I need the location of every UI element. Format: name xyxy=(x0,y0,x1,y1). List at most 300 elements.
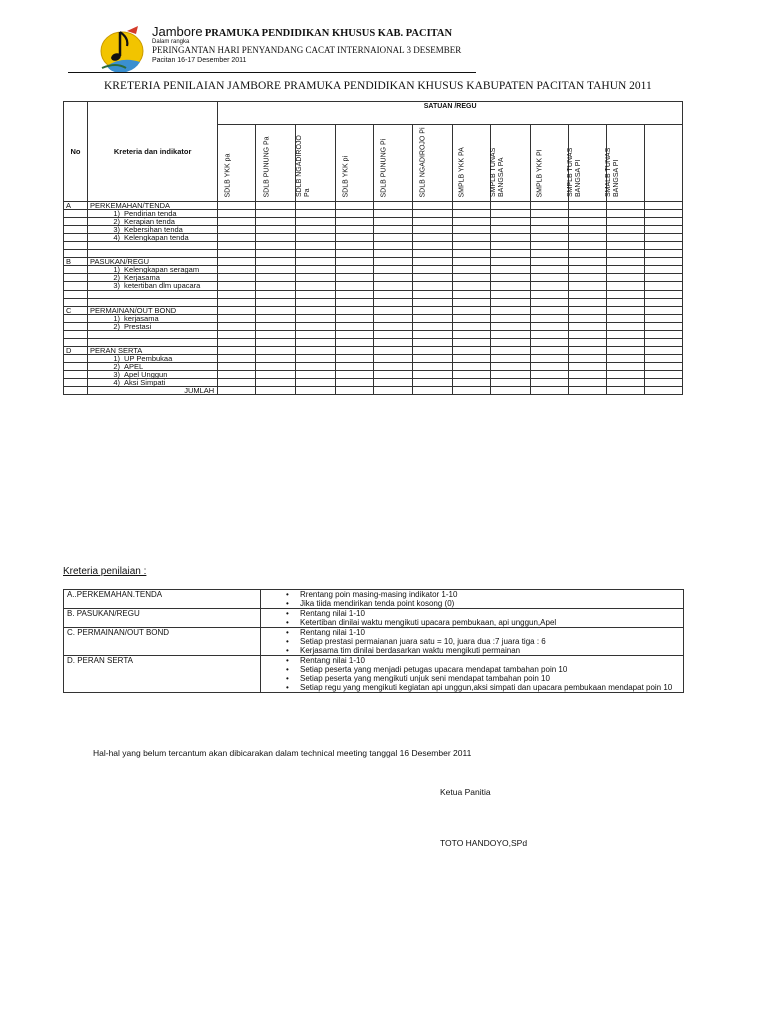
score-cell[interactable] xyxy=(256,258,296,266)
score-cell[interactable] xyxy=(336,346,374,354)
score-cell[interactable] xyxy=(530,314,568,322)
score-cell[interactable] xyxy=(256,266,296,274)
score-cell[interactable] xyxy=(412,306,452,314)
score-cell[interactable] xyxy=(374,274,412,282)
score-cell[interactable] xyxy=(336,250,374,258)
team-column-header xyxy=(606,125,644,202)
score-cell[interactable] xyxy=(530,218,568,226)
score-cell[interactable] xyxy=(644,362,682,370)
score-cell[interactable] xyxy=(218,218,256,226)
score-cell[interactable] xyxy=(644,218,682,226)
score-cell[interactable] xyxy=(568,314,606,322)
score-cell[interactable] xyxy=(374,387,412,395)
score-cell[interactable] xyxy=(606,314,644,322)
score-cell[interactable] xyxy=(296,266,336,274)
score-cell[interactable] xyxy=(568,258,606,266)
team-column-header xyxy=(568,125,606,202)
score-cell[interactable] xyxy=(530,306,568,314)
score-cell[interactable] xyxy=(530,234,568,242)
score-cell[interactable] xyxy=(374,314,412,322)
score-cell[interactable] xyxy=(452,362,490,370)
score-cell[interactable] xyxy=(644,379,682,387)
score-cell[interactable] xyxy=(452,306,490,314)
blank-cell xyxy=(64,298,88,306)
score-cell[interactable] xyxy=(606,258,644,266)
score-cell[interactable] xyxy=(256,338,296,346)
score-cell[interactable] xyxy=(374,290,412,298)
score-cell[interactable] xyxy=(218,298,256,306)
score-cell[interactable] xyxy=(530,354,568,362)
score-cell[interactable] xyxy=(412,210,452,218)
score-cell[interactable] xyxy=(296,322,336,330)
score-cell[interactable] xyxy=(568,330,606,338)
score-cell[interactable] xyxy=(452,370,490,378)
score-cell[interactable] xyxy=(256,354,296,362)
score-cell[interactable] xyxy=(256,330,296,338)
score-cell[interactable] xyxy=(296,218,336,226)
score-cell[interactable] xyxy=(218,250,256,258)
score-cell[interactable] xyxy=(374,338,412,346)
score-cell[interactable] xyxy=(336,354,374,362)
score-cell[interactable] xyxy=(256,370,296,378)
score-cell[interactable] xyxy=(606,218,644,226)
score-cell[interactable] xyxy=(606,306,644,314)
score-cell[interactable] xyxy=(374,354,412,362)
score-cell[interactable] xyxy=(568,306,606,314)
score-cell[interactable] xyxy=(568,242,606,250)
score-cell[interactable] xyxy=(452,379,490,387)
score-cell[interactable] xyxy=(218,387,256,395)
score-cell[interactable] xyxy=(218,362,256,370)
score-cell[interactable] xyxy=(606,379,644,387)
signature-name: TOTO HANDOYO,SPd xyxy=(440,838,528,848)
score-cell[interactable] xyxy=(336,210,374,218)
score-cell[interactable] xyxy=(296,379,336,387)
score-cell[interactable] xyxy=(412,330,452,338)
score-cell[interactable] xyxy=(452,218,490,226)
score-cell[interactable] xyxy=(568,387,606,395)
score-cell[interactable] xyxy=(374,346,412,354)
score-cell[interactable] xyxy=(644,298,682,306)
score-cell[interactable] xyxy=(256,322,296,330)
score-cell[interactable] xyxy=(218,242,256,250)
score-cell[interactable] xyxy=(374,306,412,314)
score-cell[interactable] xyxy=(644,226,682,234)
score-cell[interactable] xyxy=(606,202,644,210)
score-cell[interactable] xyxy=(530,202,568,210)
score-cell[interactable] xyxy=(374,218,412,226)
score-cell[interactable] xyxy=(412,354,452,362)
score-cell[interactable] xyxy=(568,370,606,378)
score-cell[interactable] xyxy=(606,226,644,234)
score-cell[interactable] xyxy=(336,242,374,250)
score-cell[interactable] xyxy=(452,202,490,210)
score-cell[interactable] xyxy=(218,322,256,330)
indicator-row xyxy=(64,234,683,242)
score-cell[interactable] xyxy=(452,266,490,274)
score-cell[interactable] xyxy=(374,258,412,266)
score-cell[interactable] xyxy=(452,298,490,306)
indicator-label: Kebersihan tenda xyxy=(124,225,183,235)
score-cell[interactable] xyxy=(374,322,412,330)
score-cell[interactable] xyxy=(296,258,336,266)
score-cell[interactable] xyxy=(490,250,530,258)
score-cell[interactable] xyxy=(336,226,374,234)
score-cell[interactable] xyxy=(452,387,490,395)
score-cell[interactable] xyxy=(336,314,374,322)
score-cell[interactable] xyxy=(412,274,452,282)
score-cell[interactable] xyxy=(296,290,336,298)
score-cell[interactable] xyxy=(568,266,606,274)
score-cell[interactable] xyxy=(644,322,682,330)
score-cell[interactable] xyxy=(296,210,336,218)
score-cell[interactable] xyxy=(490,234,530,242)
score-cell[interactable] xyxy=(606,266,644,274)
score-cell[interactable] xyxy=(256,362,296,370)
score-cell[interactable] xyxy=(296,330,336,338)
score-cell[interactable] xyxy=(374,202,412,210)
score-cell[interactable] xyxy=(256,282,296,290)
score-cell[interactable] xyxy=(606,290,644,298)
score-cell[interactable] xyxy=(256,298,296,306)
score-cell[interactable] xyxy=(412,362,452,370)
score-cell[interactable] xyxy=(218,226,256,234)
score-cell[interactable] xyxy=(606,242,644,250)
score-cell[interactable] xyxy=(644,370,682,378)
score-cell[interactable] xyxy=(336,202,374,210)
score-cell[interactable] xyxy=(256,218,296,226)
score-cell[interactable] xyxy=(374,234,412,242)
score-cell[interactable] xyxy=(530,250,568,258)
score-cell[interactable] xyxy=(644,274,682,282)
score-cell[interactable] xyxy=(218,202,256,210)
criteria-label: B. PASUKAN/REGU xyxy=(64,609,261,628)
score-cell[interactable] xyxy=(374,242,412,250)
score-cell[interactable] xyxy=(490,387,530,395)
score-cell[interactable] xyxy=(296,306,336,314)
score-cell[interactable] xyxy=(452,338,490,346)
score-cell[interactable] xyxy=(490,282,530,290)
score-cell[interactable] xyxy=(336,362,374,370)
score-cell[interactable] xyxy=(530,242,568,250)
score-cell[interactable] xyxy=(568,346,606,354)
score-cell[interactable] xyxy=(490,274,530,282)
score-cell[interactable] xyxy=(374,330,412,338)
score-cell[interactable] xyxy=(606,322,644,330)
score-cell[interactable] xyxy=(530,322,568,330)
score-cell[interactable] xyxy=(296,354,336,362)
score-cell[interactable] xyxy=(412,202,452,210)
score-cell[interactable] xyxy=(412,387,452,395)
score-cell[interactable] xyxy=(490,202,530,210)
score-cell[interactable] xyxy=(530,226,568,234)
score-cell[interactable] xyxy=(412,258,452,266)
score-cell[interactable] xyxy=(644,330,682,338)
score-cell[interactable] xyxy=(644,250,682,258)
score-cell[interactable] xyxy=(530,370,568,378)
score-cell[interactable] xyxy=(412,314,452,322)
score-cell[interactable] xyxy=(530,282,568,290)
score-cell[interactable] xyxy=(490,338,530,346)
score-cell[interactable] xyxy=(218,290,256,298)
score-cell[interactable] xyxy=(530,346,568,354)
score-cell[interactable] xyxy=(412,346,452,354)
score-cell[interactable] xyxy=(606,298,644,306)
score-cell[interactable] xyxy=(452,290,490,298)
score-cell[interactable] xyxy=(530,266,568,274)
score-cell[interactable] xyxy=(568,210,606,218)
score-cell[interactable] xyxy=(218,210,256,218)
score-cell[interactable] xyxy=(606,354,644,362)
score-cell[interactable] xyxy=(568,234,606,242)
score-cell[interactable] xyxy=(296,282,336,290)
score-cell[interactable] xyxy=(452,210,490,218)
team-column-header xyxy=(490,125,530,202)
score-cell[interactable] xyxy=(296,226,336,234)
score-cell[interactable] xyxy=(296,387,336,395)
score-cell[interactable] xyxy=(490,258,530,266)
score-cell[interactable] xyxy=(256,234,296,242)
score-cell[interactable] xyxy=(256,250,296,258)
score-cell[interactable] xyxy=(490,346,530,354)
score-cell[interactable] xyxy=(490,290,530,298)
score-cell[interactable] xyxy=(218,330,256,338)
score-cell[interactable] xyxy=(336,330,374,338)
score-cell[interactable] xyxy=(568,250,606,258)
score-cell[interactable] xyxy=(412,322,452,330)
score-cell[interactable] xyxy=(256,346,296,354)
score-cell[interactable] xyxy=(452,314,490,322)
score-cell[interactable] xyxy=(218,379,256,387)
score-cell[interactable] xyxy=(336,387,374,395)
score-cell[interactable] xyxy=(374,266,412,274)
score-cell[interactable] xyxy=(412,338,452,346)
score-cell[interactable] xyxy=(412,250,452,258)
score-cell[interactable] xyxy=(490,266,530,274)
score-cell[interactable] xyxy=(374,250,412,258)
score-cell[interactable] xyxy=(336,234,374,242)
score-cell[interactable] xyxy=(452,274,490,282)
score-cell[interactable] xyxy=(490,242,530,250)
score-cell[interactable] xyxy=(374,298,412,306)
score-cell[interactable] xyxy=(256,290,296,298)
score-cell[interactable] xyxy=(606,210,644,218)
score-cell[interactable] xyxy=(452,250,490,258)
score-cell[interactable] xyxy=(490,226,530,234)
score-cell[interactable] xyxy=(412,298,452,306)
score-cell[interactable] xyxy=(336,298,374,306)
score-cell[interactable] xyxy=(296,314,336,322)
score-cell[interactable] xyxy=(336,258,374,266)
score-cell[interactable] xyxy=(530,298,568,306)
score-cell[interactable] xyxy=(412,379,452,387)
score-cell[interactable] xyxy=(606,338,644,346)
score-cell[interactable] xyxy=(218,282,256,290)
score-cell[interactable] xyxy=(336,370,374,378)
score-cell[interactable] xyxy=(296,370,336,378)
score-cell[interactable] xyxy=(490,298,530,306)
score-cell[interactable] xyxy=(256,387,296,395)
score-cell[interactable] xyxy=(452,242,490,250)
score-cell[interactable] xyxy=(218,234,256,242)
score-cell[interactable] xyxy=(218,338,256,346)
score-cell[interactable] xyxy=(490,370,530,378)
score-cell[interactable] xyxy=(568,338,606,346)
score-cell[interactable] xyxy=(644,202,682,210)
score-cell[interactable] xyxy=(644,282,682,290)
score-cell[interactable] xyxy=(568,379,606,387)
col-units-header: SATUAN /REGU xyxy=(218,102,683,125)
score-cell[interactable] xyxy=(530,379,568,387)
score-cell[interactable] xyxy=(374,282,412,290)
score-cell[interactable] xyxy=(256,314,296,322)
score-cell[interactable] xyxy=(412,242,452,250)
score-cell[interactable] xyxy=(644,387,682,395)
score-cell[interactable] xyxy=(256,379,296,387)
score-cell[interactable] xyxy=(490,362,530,370)
score-cell[interactable] xyxy=(644,346,682,354)
score-cell[interactable] xyxy=(296,234,336,242)
score-cell[interactable] xyxy=(412,266,452,274)
score-cell[interactable] xyxy=(490,306,530,314)
score-cell[interactable] xyxy=(452,226,490,234)
score-cell[interactable] xyxy=(490,210,530,218)
score-cell[interactable] xyxy=(452,322,490,330)
score-cell[interactable] xyxy=(336,338,374,346)
score-cell[interactable] xyxy=(296,338,336,346)
score-cell[interactable] xyxy=(374,370,412,378)
score-cell[interactable] xyxy=(336,290,374,298)
score-cell[interactable] xyxy=(606,274,644,282)
score-cell[interactable] xyxy=(490,354,530,362)
score-cell[interactable] xyxy=(452,282,490,290)
score-cell[interactable] xyxy=(568,298,606,306)
score-cell[interactable] xyxy=(452,234,490,242)
score-cell[interactable] xyxy=(374,379,412,387)
score-cell[interactable] xyxy=(296,362,336,370)
score-cell[interactable] xyxy=(644,266,682,274)
score-cell[interactable] xyxy=(644,258,682,266)
score-cell[interactable] xyxy=(412,226,452,234)
score-cell[interactable] xyxy=(452,346,490,354)
score-cell[interactable] xyxy=(336,379,374,387)
score-cell[interactable] xyxy=(218,306,256,314)
score-cell[interactable] xyxy=(256,210,296,218)
score-cell[interactable] xyxy=(606,234,644,242)
score-cell[interactable] xyxy=(374,362,412,370)
score-cell[interactable] xyxy=(218,370,256,378)
score-cell[interactable] xyxy=(374,226,412,234)
score-cell[interactable] xyxy=(336,218,374,226)
score-cell[interactable] xyxy=(218,274,256,282)
score-cell[interactable] xyxy=(256,202,296,210)
score-cell[interactable] xyxy=(412,370,452,378)
score-cell[interactable] xyxy=(256,306,296,314)
score-cell[interactable] xyxy=(568,202,606,210)
score-cell[interactable] xyxy=(296,202,336,210)
score-cell[interactable] xyxy=(530,210,568,218)
score-cell[interactable] xyxy=(644,314,682,322)
score-cell[interactable] xyxy=(530,362,568,370)
score-cell[interactable] xyxy=(644,354,682,362)
score-cell[interactable] xyxy=(218,346,256,354)
score-cell[interactable] xyxy=(412,282,452,290)
score-cell[interactable] xyxy=(606,387,644,395)
score-cell[interactable] xyxy=(218,354,256,362)
score-cell[interactable] xyxy=(606,250,644,258)
score-cell[interactable] xyxy=(490,322,530,330)
score-cell[interactable] xyxy=(490,218,530,226)
score-cell[interactable] xyxy=(256,242,296,250)
score-cell[interactable] xyxy=(530,387,568,395)
score-cell[interactable] xyxy=(568,274,606,282)
score-cell[interactable] xyxy=(568,282,606,290)
score-cell[interactable] xyxy=(336,282,374,290)
score-cell[interactable] xyxy=(412,290,452,298)
score-cell[interactable] xyxy=(452,258,490,266)
score-cell[interactable] xyxy=(296,250,336,258)
score-cell[interactable] xyxy=(568,226,606,234)
score-cell[interactable] xyxy=(490,330,530,338)
score-cell[interactable] xyxy=(218,314,256,322)
score-cell[interactable] xyxy=(530,290,568,298)
score-cell[interactable] xyxy=(644,234,682,242)
score-cell[interactable] xyxy=(296,242,336,250)
score-cell[interactable] xyxy=(530,330,568,338)
criteria-bullet-list xyxy=(264,628,680,655)
score-cell[interactable] xyxy=(530,258,568,266)
score-cell[interactable] xyxy=(606,370,644,378)
score-cell[interactable] xyxy=(256,274,296,282)
score-cell[interactable] xyxy=(256,226,296,234)
score-cell[interactable] xyxy=(644,290,682,298)
score-cell[interactable] xyxy=(296,274,336,282)
score-cell[interactable] xyxy=(336,322,374,330)
score-cell[interactable] xyxy=(568,322,606,330)
indicator-no-cell xyxy=(64,314,88,322)
score-cell[interactable] xyxy=(296,346,336,354)
score-cell[interactable] xyxy=(490,314,530,322)
score-cell[interactable] xyxy=(606,330,644,338)
score-cell[interactable] xyxy=(336,266,374,274)
place-date: Pacitan 16-17 Desember 2011 xyxy=(152,57,247,64)
score-cell[interactable] xyxy=(218,266,256,274)
score-cell[interactable] xyxy=(568,354,606,362)
score-cell[interactable] xyxy=(452,330,490,338)
score-cell[interactable] xyxy=(218,258,256,266)
score-cell[interactable] xyxy=(296,298,336,306)
score-cell[interactable] xyxy=(490,379,530,387)
score-cell[interactable] xyxy=(568,218,606,226)
score-cell[interactable] xyxy=(606,346,644,354)
score-cell[interactable] xyxy=(644,210,682,218)
score-cell[interactable] xyxy=(336,306,374,314)
score-cell[interactable] xyxy=(530,338,568,346)
score-cell[interactable] xyxy=(452,354,490,362)
score-cell[interactable] xyxy=(374,210,412,218)
score-cell[interactable] xyxy=(644,306,682,314)
score-cell[interactable] xyxy=(568,362,606,370)
score-cell[interactable] xyxy=(644,242,682,250)
score-cell[interactable] xyxy=(568,290,606,298)
score-cell[interactable] xyxy=(412,218,452,226)
score-cell[interactable] xyxy=(530,274,568,282)
score-cell[interactable] xyxy=(606,362,644,370)
score-cell[interactable] xyxy=(412,234,452,242)
score-cell[interactable] xyxy=(644,338,682,346)
score-cell[interactable] xyxy=(606,282,644,290)
score-cell[interactable] xyxy=(336,274,374,282)
